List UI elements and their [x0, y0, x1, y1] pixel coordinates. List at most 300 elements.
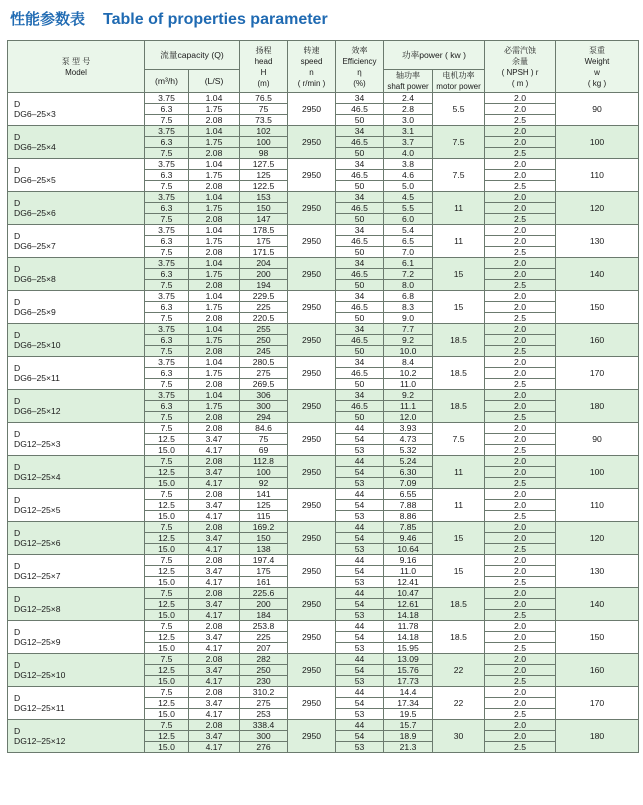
shaft-power-cell: 5.32 — [384, 445, 433, 456]
speed-cell: 2950 — [288, 588, 336, 621]
efficiency-cell: 34 — [336, 192, 384, 203]
header-capacity-m3h: (m³/h) — [145, 70, 189, 93]
model-prefix: D — [14, 627, 21, 637]
model-name: DG12–25×7 — [14, 571, 61, 581]
npsh-cell: 2.5 — [485, 544, 556, 555]
head-cell: 200 — [240, 599, 288, 610]
speed-cell: 2950 — [288, 423, 336, 456]
model-prefix: D — [14, 330, 21, 340]
capacity-m3h-cell: 6.3 — [145, 203, 189, 214]
speed-cell: 2950 — [288, 687, 336, 720]
shaft-power-cell: 2.4 — [384, 93, 433, 104]
speed-cell: 2950 — [288, 258, 336, 291]
model-cell — [8, 621, 145, 654]
head-cell: 282 — [240, 654, 288, 665]
table-row — [8, 126, 639, 137]
capacity-ls-cell: 2.08 — [189, 423, 240, 434]
motor-power-cell: 18.5 — [433, 621, 485, 654]
model-name: DG6–25×12 — [14, 406, 61, 416]
shaft-power-cell: 21.3 — [384, 742, 433, 753]
model-name: DG12–25×4 — [14, 472, 61, 482]
capacity-m3h-cell: 15.0 — [145, 544, 189, 555]
model-group — [8, 192, 639, 225]
shaft-power-cell: 3.93 — [384, 423, 433, 434]
capacity-m3h-cell: 7.5 — [145, 555, 189, 566]
shaft-power-cell: 6.55 — [384, 489, 433, 500]
shaft-power-cell: 9.0 — [384, 313, 433, 324]
model-cell — [8, 390, 145, 423]
capacity-m3h-cell: 15.0 — [145, 610, 189, 621]
weight-cell: 160 — [556, 324, 639, 357]
capacity-m3h-cell: 3.75 — [145, 192, 189, 203]
model-cell — [8, 489, 145, 522]
motor-power-cell: 22 — [433, 654, 485, 687]
page-title — [10, 6, 328, 32]
model-prefix: D — [14, 594, 21, 604]
head-cell: 69 — [240, 445, 288, 456]
efficiency-cell: 34 — [336, 390, 384, 401]
efficiency-cell: 34 — [336, 159, 384, 170]
shaft-power-cell: 10.0 — [384, 346, 433, 357]
efficiency-cell: 54 — [336, 698, 384, 709]
head-cell: 250 — [240, 665, 288, 676]
model-name: DG6–25×4 — [14, 142, 56, 152]
motor-power-cell: 18.5 — [433, 324, 485, 357]
model-prefix: D — [14, 198, 21, 208]
efficiency-cell: 34 — [336, 225, 384, 236]
model-prefix: D — [14, 297, 21, 307]
npsh-cell: 2.5 — [485, 643, 556, 654]
efficiency-cell: 44 — [336, 555, 384, 566]
model-group — [8, 258, 639, 291]
capacity-m3h-cell: 7.5 — [145, 115, 189, 126]
capacity-ls-cell: 2.08 — [189, 489, 240, 500]
weight-cell: 120 — [556, 522, 639, 555]
table-row — [8, 555, 639, 566]
capacity-ls-cell: 3.47 — [189, 566, 240, 577]
motor-power-cell: 11 — [433, 489, 485, 522]
model-name: DG12–25×6 — [14, 538, 61, 548]
capacity-m3h-cell: 7.5 — [145, 181, 189, 192]
head-cell: 125 — [240, 170, 288, 181]
head-cell: 178.5 — [240, 225, 288, 236]
capacity-ls-cell: 1.75 — [189, 203, 240, 214]
weight-cell: 160 — [556, 654, 639, 687]
head-cell: 197.4 — [240, 555, 288, 566]
efficiency-cell: 46.5 — [336, 104, 384, 115]
head-cell: 225 — [240, 632, 288, 643]
head-cell: 245 — [240, 346, 288, 357]
model-prefix: D — [14, 462, 21, 472]
head-cell: 100 — [240, 467, 288, 478]
model-group — [8, 687, 639, 720]
motor-power-cell: 15 — [433, 291, 485, 324]
speed-cell: 2950 — [288, 489, 336, 522]
efficiency-cell: 53 — [336, 742, 384, 753]
capacity-m3h-cell: 3.75 — [145, 291, 189, 302]
capacity-m3h-cell: 7.5 — [145, 588, 189, 599]
capacity-m3h-cell: 3.75 — [145, 126, 189, 137]
speed-cell: 2950 — [288, 720, 336, 753]
efficiency-cell: 46.5 — [336, 137, 384, 148]
model-group — [8, 324, 639, 357]
capacity-ls-cell: 3.47 — [189, 599, 240, 610]
model-name: DG12–25×9 — [14, 637, 61, 647]
model-name: DG12–25×8 — [14, 604, 61, 614]
capacity-m3h-cell: 6.3 — [145, 302, 189, 313]
capacity-ls-cell: 4.17 — [189, 709, 240, 720]
npsh-cell: 2.0 — [485, 302, 556, 313]
head-cell: 275 — [240, 698, 288, 709]
shaft-power-cell: 3.0 — [384, 115, 433, 126]
speed-cell: 2950 — [288, 225, 336, 258]
efficiency-cell: 50 — [336, 412, 384, 423]
capacity-ls-cell: 1.75 — [189, 170, 240, 181]
capacity-m3h-cell: 3.75 — [145, 324, 189, 335]
speed-cell: 2950 — [288, 390, 336, 423]
head-cell: 153 — [240, 192, 288, 203]
capacity-ls-cell: 1.75 — [189, 335, 240, 346]
efficiency-cell: 54 — [336, 500, 384, 511]
model-prefix: D — [14, 99, 21, 109]
npsh-cell: 2.0 — [485, 93, 556, 104]
table-row — [8, 522, 639, 533]
weight-cell: 110 — [556, 159, 639, 192]
model-group — [8, 423, 639, 456]
capacity-m3h-cell: 6.3 — [145, 137, 189, 148]
shaft-power-cell: 11.0 — [384, 566, 433, 577]
head-cell: 338.4 — [240, 720, 288, 731]
header-shaft-power: 轴功率 shaft power — [384, 70, 433, 93]
head-cell: 100 — [240, 137, 288, 148]
capacity-m3h-cell: 12.5 — [145, 500, 189, 511]
motor-power-cell: 15 — [433, 555, 485, 588]
capacity-ls-cell: 1.04 — [189, 258, 240, 269]
head-cell: 184 — [240, 610, 288, 621]
shaft-power-cell: 12.41 — [384, 577, 433, 588]
table-row — [8, 291, 639, 302]
model-name: DG12–25×5 — [14, 505, 61, 515]
head-cell: 102 — [240, 126, 288, 137]
motor-power-cell: 7.5 — [433, 423, 485, 456]
model-group — [8, 390, 639, 423]
head-cell: 147 — [240, 214, 288, 225]
capacity-m3h-cell: 7.5 — [145, 720, 189, 731]
capacity-ls-cell: 3.47 — [189, 467, 240, 478]
npsh-cell: 2.0 — [485, 522, 556, 533]
capacity-ls-cell: 3.47 — [189, 665, 240, 676]
efficiency-cell: 53 — [336, 577, 384, 588]
efficiency-cell: 54 — [336, 731, 384, 742]
model-name: DG6–25×9 — [14, 307, 56, 317]
motor-power-cell: 11 — [433, 225, 485, 258]
model-cell — [8, 456, 145, 489]
capacity-m3h-cell: 7.5 — [145, 379, 189, 390]
capacity-m3h-cell: 7.5 — [145, 214, 189, 225]
speed-cell: 2950 — [288, 324, 336, 357]
npsh-cell: 2.5 — [485, 313, 556, 324]
capacity-ls-cell: 2.08 — [189, 214, 240, 225]
npsh-cell: 2.0 — [485, 456, 556, 467]
capacity-m3h-cell: 12.5 — [145, 599, 189, 610]
head-cell: 294 — [240, 412, 288, 423]
model-cell — [8, 324, 145, 357]
header-power: 功率power ( kw ) — [384, 41, 485, 70]
npsh-cell: 2.0 — [485, 566, 556, 577]
capacity-m3h-cell: 7.5 — [145, 456, 189, 467]
model-cell — [8, 192, 145, 225]
efficiency-cell: 46.5 — [336, 170, 384, 181]
npsh-cell: 2.0 — [485, 170, 556, 181]
npsh-cell: 2.0 — [485, 654, 556, 665]
shaft-power-cell: 12.0 — [384, 412, 433, 423]
efficiency-cell: 34 — [336, 93, 384, 104]
table-row — [8, 357, 639, 368]
npsh-cell: 2.5 — [485, 214, 556, 225]
capacity-ls-cell: 4.17 — [189, 445, 240, 456]
header-motor-power: 电机功率 motor power — [433, 70, 485, 93]
efficiency-cell: 46.5 — [336, 269, 384, 280]
speed-cell: 2950 — [288, 192, 336, 225]
weight-cell: 140 — [556, 588, 639, 621]
npsh-cell: 2.0 — [485, 588, 556, 599]
capacity-m3h-cell: 7.5 — [145, 412, 189, 423]
model-name: DG12–25×11 — [14, 703, 65, 713]
head-cell: 306 — [240, 390, 288, 401]
shaft-power-cell: 5.24 — [384, 456, 433, 467]
head-cell: 300 — [240, 731, 288, 742]
model-name: DG12–25×10 — [14, 670, 66, 680]
capacity-ls-cell: 1.04 — [189, 192, 240, 203]
shaft-power-cell: 3.8 — [384, 159, 433, 170]
motor-power-cell: 18.5 — [433, 357, 485, 390]
model-cell — [8, 258, 145, 291]
capacity-m3h-cell: 15.0 — [145, 676, 189, 687]
model-cell — [8, 588, 145, 621]
capacity-m3h-cell: 15.0 — [145, 478, 189, 489]
efficiency-cell: 53 — [336, 676, 384, 687]
capacity-ls-cell: 2.08 — [189, 654, 240, 665]
capacity-m3h-cell: 3.75 — [145, 159, 189, 170]
head-cell: 75 — [240, 104, 288, 115]
head-cell: 169.2 — [240, 522, 288, 533]
model-prefix: D — [14, 726, 21, 736]
capacity-m3h-cell: 7.5 — [145, 280, 189, 291]
capacity-ls-cell: 2.08 — [189, 379, 240, 390]
capacity-ls-cell: 4.17 — [189, 511, 240, 522]
head-cell: 300 — [240, 401, 288, 412]
motor-power-cell: 11 — [433, 192, 485, 225]
capacity-ls-cell: 4.17 — [189, 478, 240, 489]
speed-cell: 2950 — [288, 621, 336, 654]
model-prefix: D — [14, 561, 21, 571]
header-efficiency: 效率 Efficiency η (%) — [336, 41, 384, 93]
table-header — [8, 41, 639, 93]
capacity-m3h-cell: 7.5 — [145, 489, 189, 500]
weight-cell: 150 — [556, 291, 639, 324]
head-cell: 253.8 — [240, 621, 288, 632]
title-en: Table of properties parameter — [103, 11, 328, 28]
parameter-table — [7, 40, 639, 753]
shaft-power-cell: 6.5 — [384, 236, 433, 247]
capacity-ls-cell: 2.08 — [189, 720, 240, 731]
capacity-ls-cell: 1.75 — [189, 368, 240, 379]
header-capacity-ls: (L/S) — [189, 70, 240, 93]
efficiency-cell: 44 — [336, 621, 384, 632]
capacity-ls-cell: 2.08 — [189, 456, 240, 467]
capacity-ls-cell: 1.04 — [189, 225, 240, 236]
capacity-ls-cell: 2.08 — [189, 687, 240, 698]
head-cell: 200 — [240, 269, 288, 280]
motor-power-cell: 22 — [433, 687, 485, 720]
head-cell: 220.5 — [240, 313, 288, 324]
capacity-ls-cell: 1.04 — [189, 357, 240, 368]
capacity-ls-cell: 1.04 — [189, 159, 240, 170]
weight-cell: 170 — [556, 357, 639, 390]
efficiency-cell: 46.5 — [336, 236, 384, 247]
motor-power-cell: 30 — [433, 720, 485, 753]
efficiency-cell: 34 — [336, 126, 384, 137]
capacity-ls-cell: 2.08 — [189, 148, 240, 159]
speed-cell: 2950 — [288, 93, 336, 126]
capacity-m3h-cell: 7.5 — [145, 346, 189, 357]
npsh-cell: 2.5 — [485, 511, 556, 522]
capacity-ls-cell: 4.17 — [189, 643, 240, 654]
head-cell: 76.5 — [240, 93, 288, 104]
capacity-ls-cell: 4.17 — [189, 577, 240, 588]
shaft-power-cell: 10.64 — [384, 544, 433, 555]
efficiency-cell: 53 — [336, 544, 384, 555]
table-row — [8, 390, 639, 401]
table-row — [8, 225, 639, 236]
efficiency-cell: 54 — [336, 599, 384, 610]
shaft-power-cell: 7.7 — [384, 324, 433, 335]
capacity-ls-cell: 1.75 — [189, 401, 240, 412]
head-cell: 310.2 — [240, 687, 288, 698]
model-prefix: D — [14, 528, 21, 538]
efficiency-cell: 44 — [336, 720, 384, 731]
model-prefix: D — [14, 495, 21, 505]
model-cell — [8, 357, 145, 390]
npsh-cell: 2.0 — [485, 137, 556, 148]
shaft-power-cell: 4.5 — [384, 192, 433, 203]
model-group — [8, 555, 639, 588]
motor-power-cell: 18.5 — [433, 588, 485, 621]
table-row — [8, 489, 639, 500]
motor-power-cell: 11 — [433, 456, 485, 489]
capacity-ls-cell: 3.47 — [189, 434, 240, 445]
npsh-cell: 2.0 — [485, 368, 556, 379]
efficiency-cell: 54 — [336, 632, 384, 643]
efficiency-cell: 53 — [336, 445, 384, 456]
weight-cell: 100 — [556, 126, 639, 159]
weight-cell: 130 — [556, 555, 639, 588]
model-prefix: D — [14, 396, 21, 406]
header-speed: 转速 speed n ( r/min ) — [288, 41, 336, 93]
head-cell: 225.6 — [240, 588, 288, 599]
weight-cell: 90 — [556, 423, 639, 456]
capacity-m3h-cell: 12.5 — [145, 665, 189, 676]
speed-cell: 2950 — [288, 522, 336, 555]
npsh-cell: 2.0 — [485, 489, 556, 500]
shaft-power-cell: 15.95 — [384, 643, 433, 654]
head-cell: 229.5 — [240, 291, 288, 302]
weight-cell: 140 — [556, 258, 639, 291]
capacity-m3h-cell: 7.5 — [145, 522, 189, 533]
head-cell: 275 — [240, 368, 288, 379]
efficiency-cell: 44 — [336, 687, 384, 698]
npsh-cell: 2.0 — [485, 621, 556, 632]
model-cell — [8, 291, 145, 324]
weight-cell: 180 — [556, 720, 639, 753]
model-name: DG6–25×11 — [14, 373, 60, 383]
weight-cell: 170 — [556, 687, 639, 720]
efficiency-cell: 50 — [336, 115, 384, 126]
npsh-cell: 2.5 — [485, 412, 556, 423]
efficiency-cell: 44 — [336, 423, 384, 434]
npsh-cell: 2.5 — [485, 709, 556, 720]
header-weight: 泵重 Weight w ( kg ) — [556, 41, 639, 93]
model-prefix: D — [14, 429, 21, 439]
capacity-m3h-cell: 15.0 — [145, 742, 189, 753]
capacity-m3h-cell: 15.0 — [145, 577, 189, 588]
shaft-power-cell: 8.86 — [384, 511, 433, 522]
model-prefix: D — [14, 363, 21, 373]
capacity-ls-cell: 1.75 — [189, 137, 240, 148]
shaft-power-cell: 14.4 — [384, 687, 433, 698]
capacity-m3h-cell: 7.5 — [145, 423, 189, 434]
npsh-cell: 2.5 — [485, 115, 556, 126]
model-cell — [8, 522, 145, 555]
npsh-cell: 2.5 — [485, 577, 556, 588]
table-row — [8, 258, 639, 269]
shaft-power-cell: 3.1 — [384, 126, 433, 137]
npsh-cell: 2.0 — [485, 687, 556, 698]
shaft-power-cell: 6.0 — [384, 214, 433, 225]
shaft-power-cell: 19.5 — [384, 709, 433, 720]
capacity-ls-cell: 4.17 — [189, 610, 240, 621]
table-row — [8, 588, 639, 599]
model-cell — [8, 654, 145, 687]
title-cn: 性能参数表 — [10, 10, 86, 28]
npsh-cell: 2.5 — [485, 445, 556, 456]
shaft-power-cell: 8.3 — [384, 302, 433, 313]
npsh-cell: 2.0 — [485, 357, 556, 368]
efficiency-cell: 44 — [336, 489, 384, 500]
head-cell: 175 — [240, 566, 288, 577]
shaft-power-cell: 7.85 — [384, 522, 433, 533]
npsh-cell: 2.0 — [485, 599, 556, 610]
shaft-power-cell: 17.73 — [384, 676, 433, 687]
model-cell — [8, 93, 145, 126]
capacity-m3h-cell: 7.5 — [145, 621, 189, 632]
capacity-m3h-cell: 12.5 — [145, 698, 189, 709]
capacity-ls-cell: 3.47 — [189, 698, 240, 709]
npsh-cell: 2.0 — [485, 236, 556, 247]
speed-cell: 2950 — [288, 126, 336, 159]
speed-cell: 2950 — [288, 291, 336, 324]
model-name: DG6–25×10 — [14, 340, 61, 350]
shaft-power-cell: 9.2 — [384, 335, 433, 346]
capacity-m3h-cell: 15.0 — [145, 643, 189, 654]
weight-cell: 130 — [556, 225, 639, 258]
weight-cell: 110 — [556, 489, 639, 522]
efficiency-cell: 53 — [336, 709, 384, 720]
table-row — [8, 159, 639, 170]
head-cell: 161 — [240, 577, 288, 588]
speed-cell: 2950 — [288, 456, 336, 489]
motor-power-cell: 5.5 — [433, 93, 485, 126]
